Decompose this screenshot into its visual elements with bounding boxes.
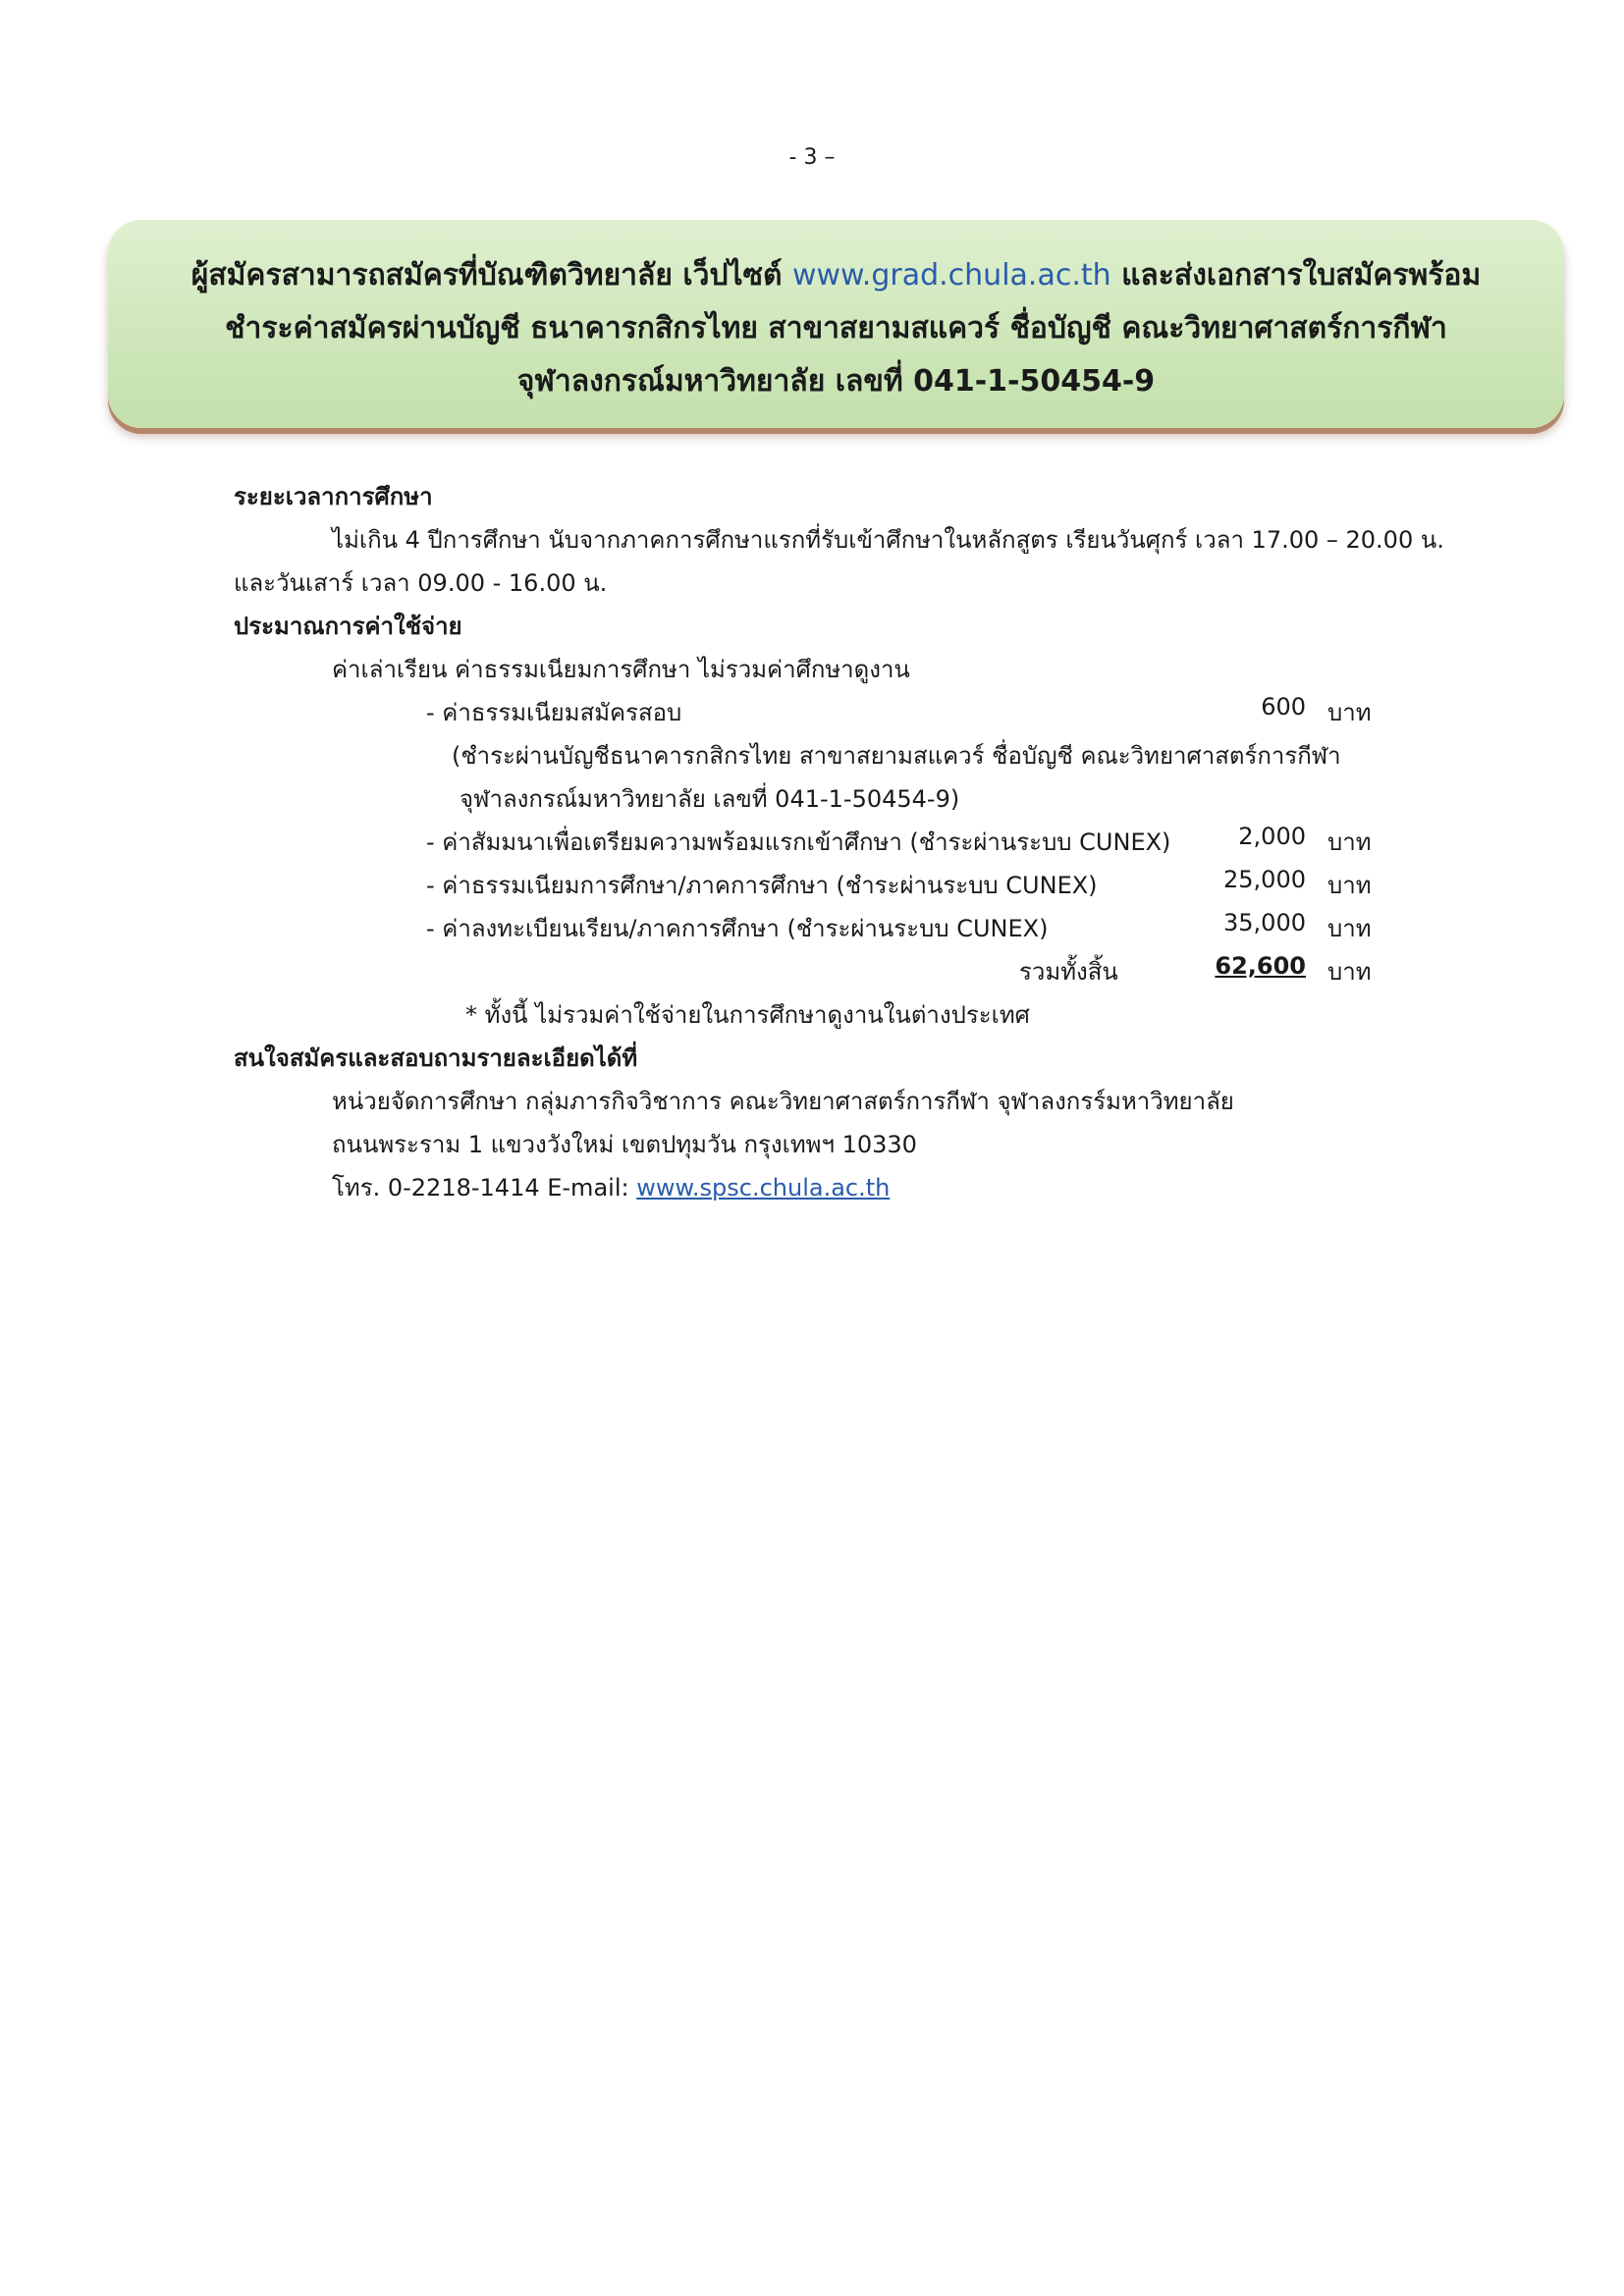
study-period-heading: ระยะเวลาการศึกษา (234, 483, 433, 510)
contact-address: ถนนพระราม 1 แขวงวังใหม่ เขตปทุมวัน กรุงเทพฯ 10330 (332, 1131, 917, 1158)
expense-item-label: - ค่าลงทะเบียนเรียน/ภาคการศึกษา (ชำระผ่านระบบ CUNEX) (426, 915, 1049, 942)
contact-phone-email (332, 1168, 890, 1206)
contact-phone: โทร. 0-2218-1414 E-mail: (332, 1174, 637, 1201)
contact-office: หน่วยจัดการศึกษา กลุ่มภารกิจวิชาการ คณะวิทยาศาสตร์การกีฬา จุฬาลงกรร์มหาวิทยาลัย (332, 1088, 1234, 1115)
grad-website-link[interactable]: www.grad.chula.ac.th (791, 258, 1111, 293)
banner-line-1-after: และส่งเอกสารใบสมัครพร้อม (1110, 258, 1482, 293)
banner-line-1 (108, 249, 1564, 302)
application-banner (108, 220, 1564, 428)
expenses-heading: ประมาณการค่าใช้จ่าย (234, 613, 462, 640)
contact-heading: สนใจสมัครและสอบถามรายละเอียดได้ที่ (234, 1044, 638, 1072)
expense-item-label: - ค่าสัมมนาเพื่อเตรียมความพร้อมแรกเข้าศึกษา (ชำระผ่านระบบ CUNEX) (426, 828, 1171, 856)
expense-item-unit: บาท (1327, 915, 1372, 942)
expense-item-unit: บาท (1327, 872, 1372, 899)
total-amount: 62,600 (1215, 952, 1306, 980)
banner-line-3: จุฬาลงกรณ์มหาวิทยาลัย เลขที่ 041-1-50454-9 (516, 364, 1156, 399)
banner-text (108, 249, 1564, 408)
expense-item-amount: 600 (1261, 693, 1306, 721)
spsc-website-link[interactable]: www.spsc.chula.ac.th (636, 1174, 891, 1201)
expense-payment-note-2: จุฬาลงกรณ์มหาวิทยาลัย เลขที่ 041-1-50454-9) (460, 785, 960, 813)
expense-item-unit: บาท (1327, 828, 1372, 856)
banner-line-2: ชำระค่าสมัครผ่านบัญชี ธนาคารกสิกรไทย สาขาสยามสแควร์ ชื่อบัญชี คณะวิทยาศาสตร์การกีฬา (225, 311, 1447, 346)
expense-item-unit: บาท (1327, 699, 1372, 726)
total-label: รวมทั้งสิ้น (1019, 958, 1118, 986)
total-unit: บาท (1327, 958, 1372, 986)
expense-item-amount: 35,000 (1223, 909, 1306, 936)
expense-payment-note-1: (ชำระผ่านบัญชีธนาคารกสิกรไทย สาขาสยามสแควร์ ชื่อบัญชี คณะวิทยาศาสตร์การกีฬา (452, 742, 1341, 770)
expense-item-amount: 25,000 (1223, 866, 1306, 893)
expense-item-label: - ค่าธรรมเนียมสมัครสอบ (426, 699, 682, 726)
expense-item-amount: 2,000 (1238, 823, 1306, 850)
expenses-footnote: * ทั้งนี้ ไม่รวมค่าใช้จ่ายในการศึกษาดูงานในต่างประเทศ (465, 1001, 1030, 1029)
expense-item-label: - ค่าธรรมเนียมการศึกษา/ภาคการศึกษา (ชำระผ่านระบบ CUNEX) (426, 872, 1098, 899)
page-number: - 3 – (788, 145, 836, 170)
study-period-line-2: และวันเสาร์ เวลา 09.00 - 16.00 น. (234, 569, 608, 597)
banner-line-1-before: ผู้สมัครสามารถสมัครที่บัณฑิตวิทยาลัย เว็ปไซต์ (190, 258, 792, 293)
expenses-intro: ค่าเล่าเรียน ค่าธรรมเนียมการศึกษา ไม่รวมค่าศึกษาดูงาน (332, 656, 910, 683)
study-period-line-1: ไม่เกิน 4 ปีการศึกษา นับจากภาคการศึกษาแรกที่รับเข้าศึกษาในหลักสูตร เรียนวันศุกร์ เวลา 17.00 – 20.00 น. (332, 526, 1444, 554)
